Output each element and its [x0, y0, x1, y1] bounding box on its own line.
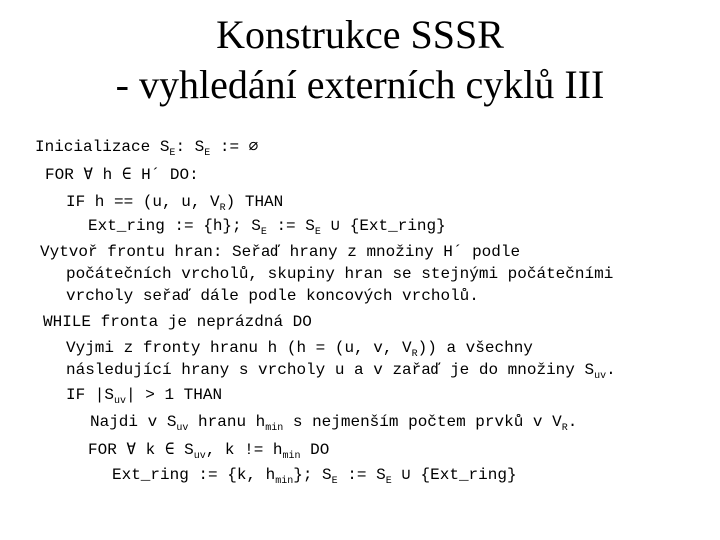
code-line-init: Inicializace $S_E$: $S_E$ := ∅: [35, 138, 259, 159]
code-line-find: Najdi v $S_{uv}$ hranu $h_{min}$ s nejmenším počtem prvků v $V_R$.: [90, 413, 578, 434]
slide-title-line-2: - vyhledání externích cyklů III: [115, 62, 605, 107]
code-line-ext-ring: Ext_ring := {h}; $S_E$ := $S_E$ ∪ {Ext_ring}: [88, 217, 446, 238]
code-line-queue-3: vrcholy seřaď dále podle koncových vrcholů.: [66, 287, 479, 305]
code-line-queue-2: počátečních vrcholů, skupiny hran se stejnými počátečními: [66, 265, 614, 283]
code-line-dequeue-1: Vyjmi z fronty hranu h (h = (u, v, $V_R$)) a všechny: [66, 339, 533, 360]
code-line-while: WHILE fronta je neprázdná DO: [43, 313, 312, 331]
code-line-if-suv: IF $|S_{uv}| > 1$ THAN: [66, 386, 223, 407]
slide-title-line-1: Konstrukce SSSR: [216, 12, 504, 57]
code-line-queue-1: Vytvoř frontu hran: Seřaď hrany z množiny H´ podle: [40, 243, 521, 261]
code-line-ext-ring-k: Ext_ring := {k, $h_{min}$}; $S_E$ := $S_E$ ∪ {Ext_ring}: [112, 466, 517, 487]
code-line-for: FOR ∀ h ∈ H´ DO:: [45, 166, 199, 184]
code-line-for-k: FOR ∀ k ∈ $S_{uv}$, k != $h_{min}$ DO: [88, 441, 330, 462]
code-line-dequeue-2: následující hrany s vrcholy u a v zařaď je do množiny $S_{uv}$.: [66, 361, 616, 382]
code-line-if: IF h == (u, u, $V_R$) THAN: [66, 193, 284, 214]
